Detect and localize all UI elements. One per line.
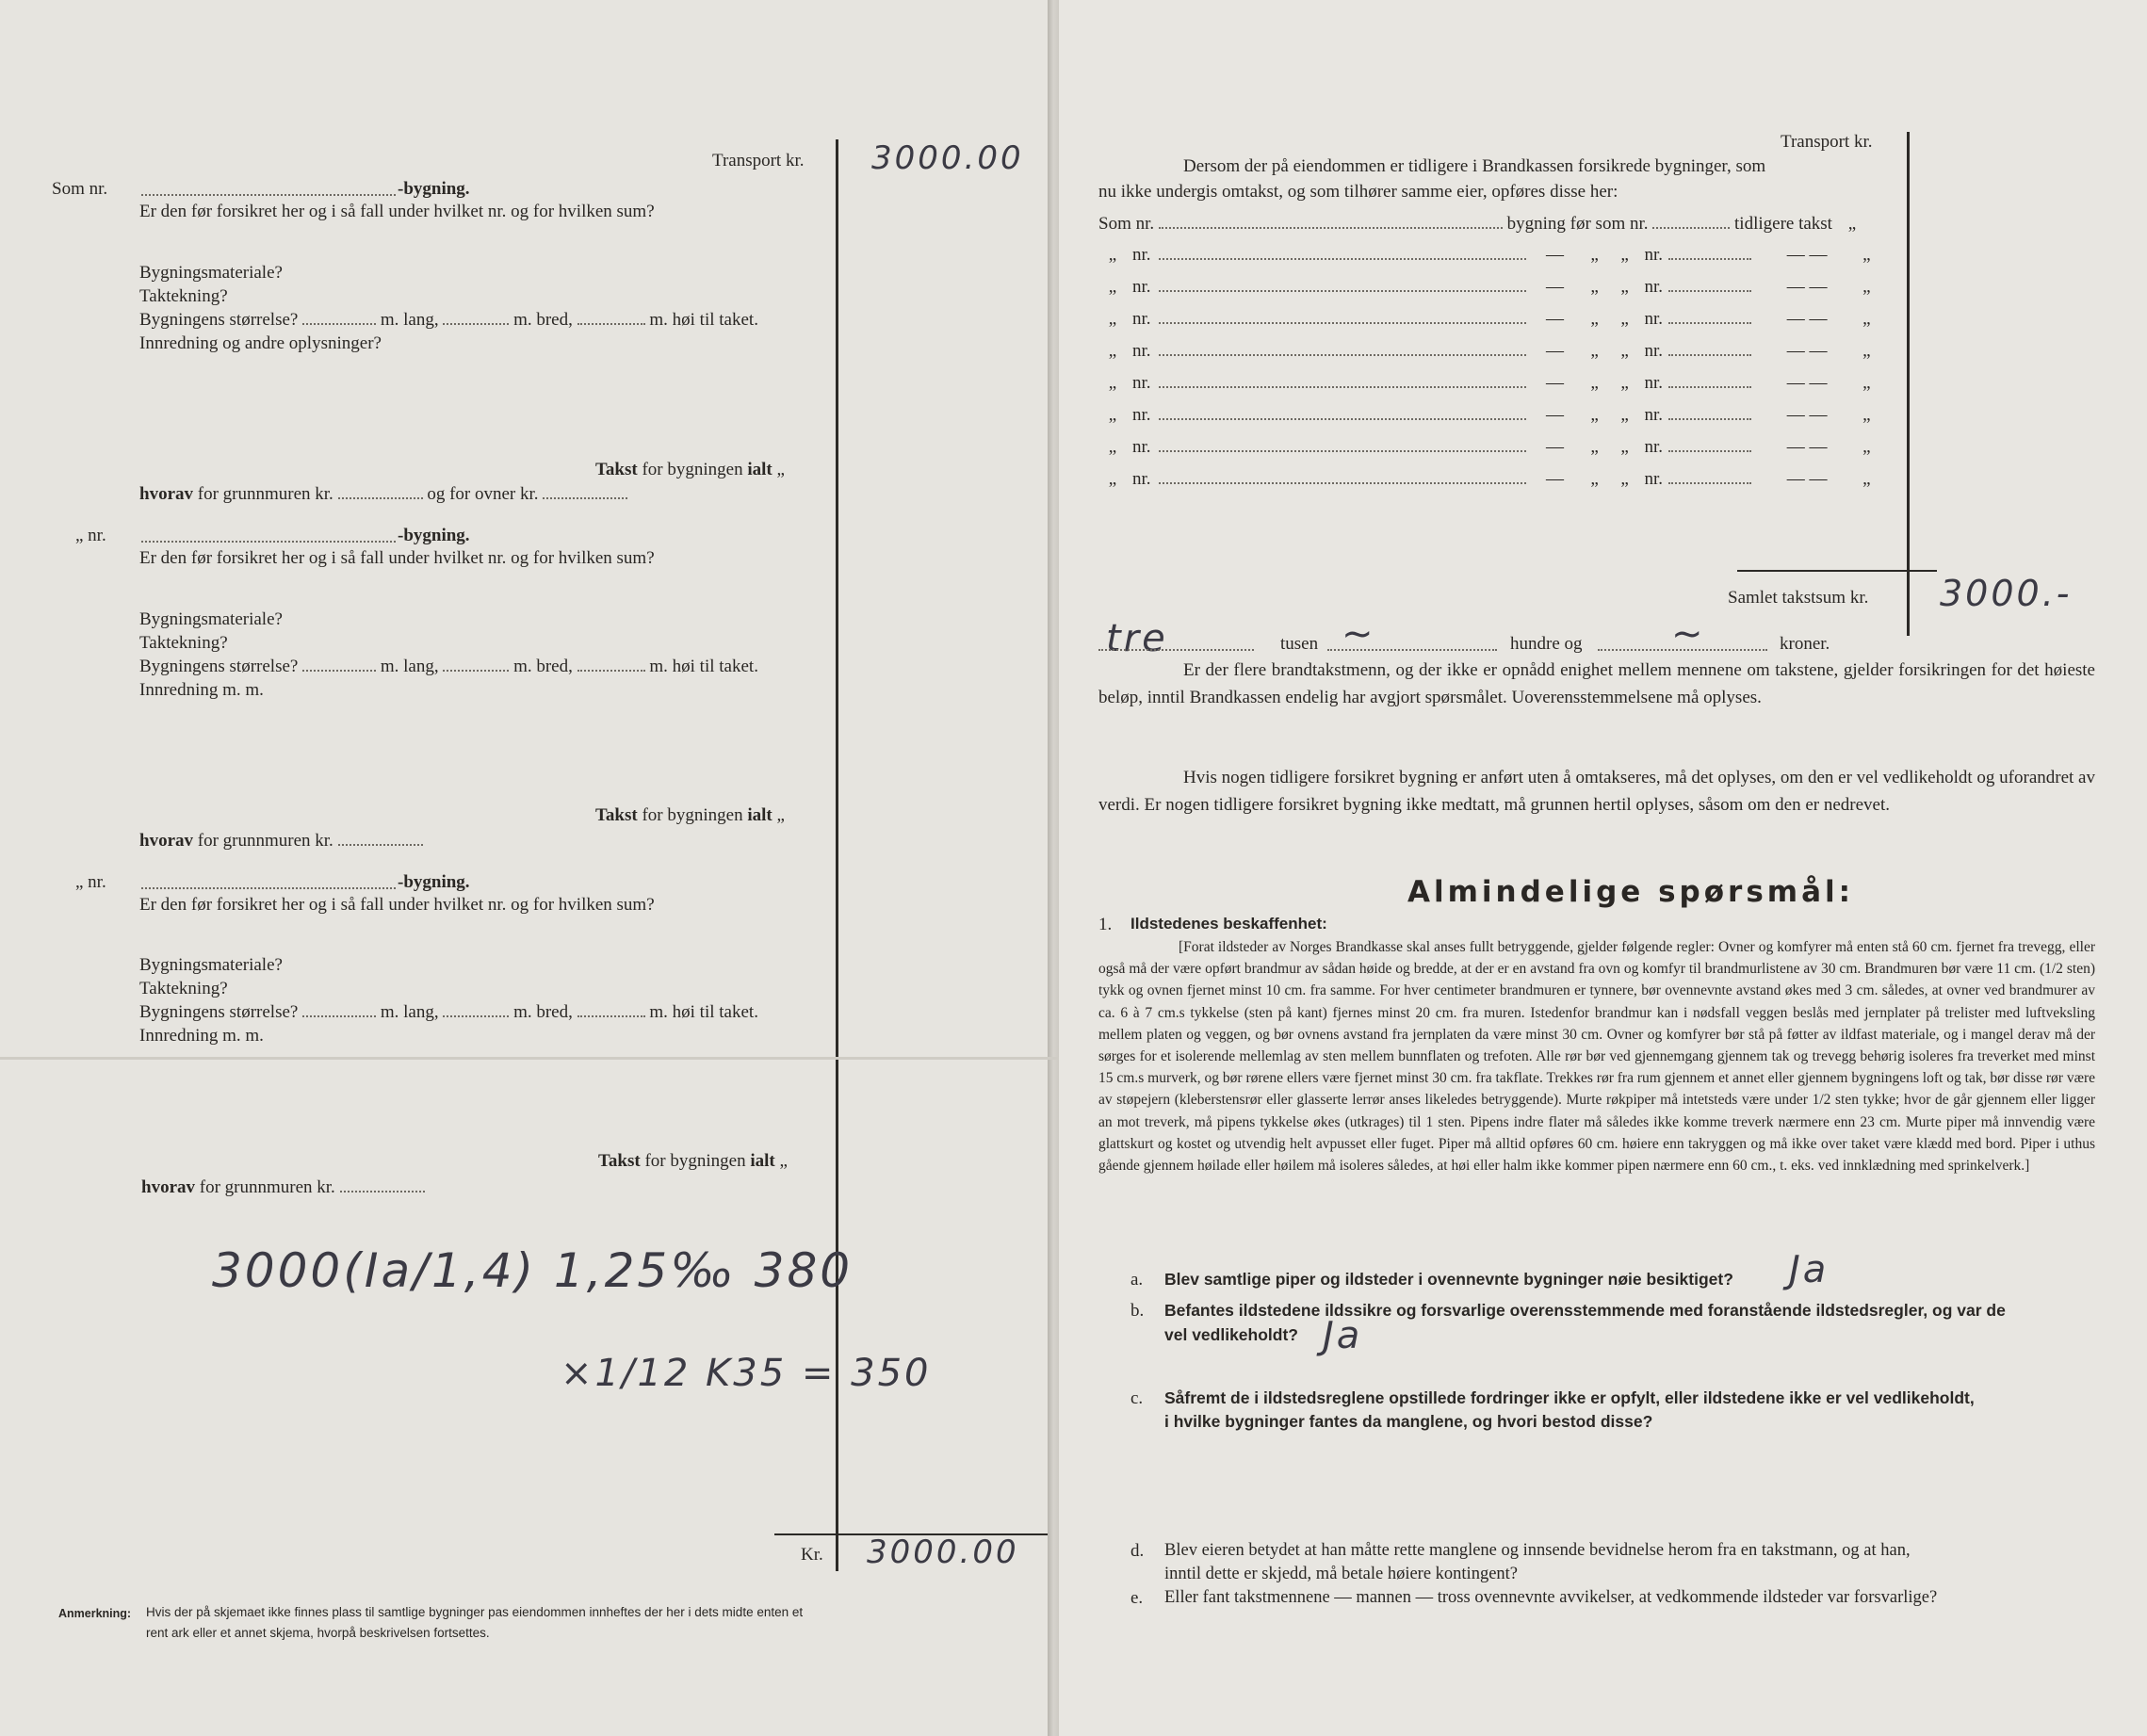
building-2-number-label: „ nr.	[75, 526, 106, 545]
question-b-line-2: vel vedlikeholdt?	[1164, 1325, 1298, 1344]
section-1-number: 1.	[1098, 915, 1113, 934]
ditto-end: „	[1862, 277, 1871, 297]
prev-building-row	[1098, 245, 1871, 266]
ialt-label: ialt	[747, 805, 773, 825]
building-1-total	[595, 460, 785, 480]
ditto-dash: — —	[1786, 277, 1828, 297]
section-1-title: Ildstedenes beskaffenhet:	[1130, 915, 1327, 933]
annotation-label: Anmerkning:	[58, 1607, 132, 1620]
ditto-mark: „	[1590, 309, 1599, 329]
ditto-mark: „	[1108, 245, 1117, 265]
ditto-mark: „	[779, 1151, 788, 1171]
kroner-label: kroner.	[1780, 634, 1830, 654]
ialt-label: ialt	[747, 460, 773, 479]
rest-field[interactable]	[1598, 636, 1767, 651]
ditto-dash: —	[1546, 373, 1565, 393]
foundation-field[interactable]	[340, 1177, 425, 1192]
building-1-insured-question: Er den før forsikret her og i så fall under hvilket nr. og for hvilken sum?	[139, 202, 655, 221]
foundation-field[interactable]	[338, 484, 423, 499]
transport-amount: 3000.00	[871, 139, 1024, 177]
answer-b: Ja	[1323, 1314, 1363, 1357]
nr-label: nr.	[1132, 405, 1151, 425]
stoves-field[interactable]	[543, 484, 627, 499]
building-2-insured-question: Er den før forsikret her og i så fall under hvilket nr. og for hvilken sum?	[139, 548, 655, 568]
prev-nr-field[interactable]	[1668, 341, 1751, 356]
length-unit: m. lang,	[380, 657, 439, 676]
nr-label: nr.	[1644, 405, 1664, 425]
takst-rest: for bygningen	[642, 460, 743, 479]
question-c-line-1: Såfremt de i ildstedsreglene opstillede fordringer ikke er opfylt, eller ildstedene ikke er vel vedlikeholdt,	[1164, 1388, 1975, 1407]
ditto-mark: „	[776, 805, 785, 825]
annotation-line-1: Hvis der på skjemaet ikke finnes plass til samtlige bygninger pas eiendommen innheftes der her i dets midte enten et	[146, 1605, 804, 1619]
building-3-number-field[interactable]	[141, 874, 396, 889]
question-c-line-2: i hvilke bygninger fantes da manglene, og hvori bestod disse?	[1164, 1412, 1653, 1431]
ditto-dash: — —	[1786, 341, 1828, 361]
ditto-end: „	[1847, 214, 1857, 234]
ditto-mark: „	[1590, 373, 1599, 393]
building-1-interior: Innredning og andre oplysninger?	[139, 333, 382, 353]
takst-label: Takst	[595, 805, 638, 825]
handwritten-calculation-1: 3000(Ia/1,4) 1,25‰ 380	[212, 1243, 854, 1298]
prev-building-row	[1098, 341, 1871, 362]
prev-building-row	[1098, 309, 1871, 330]
building-1-number-label: Som nr.	[52, 179, 108, 199]
right-amount-column-rule	[1907, 132, 1910, 636]
question-a-label: a.	[1130, 1270, 1144, 1290]
total-kr-label: Kr.	[801, 1545, 823, 1565]
ditto-mark: „	[1620, 469, 1629, 489]
building-1-type-label: -bygning.	[398, 179, 470, 199]
prev-building-row	[1098, 277, 1871, 298]
prev-building-row	[1098, 373, 1871, 394]
building-1-material: Bygningsmateriale?	[139, 263, 283, 283]
hvorav-label: hvorav	[139, 484, 193, 504]
nr-label: nr.	[1644, 437, 1664, 457]
prev-nr-field[interactable]	[1652, 214, 1730, 229]
ditto-end: „	[1862, 309, 1871, 329]
ditto-mark: „	[1108, 373, 1117, 393]
ditto-mark: „	[1590, 437, 1599, 457]
size-label: Bygningens størrelse?	[139, 1002, 299, 1022]
width-unit: m. bred,	[513, 657, 573, 676]
samlet-amount: 3000.-	[1940, 573, 2073, 614]
nr-label: nr.	[1644, 341, 1664, 361]
ditto-mark: „	[1590, 341, 1599, 361]
building-1-roofing: Taktekning?	[139, 286, 228, 306]
length-field[interactable]	[302, 657, 376, 672]
ialt-label: ialt	[750, 1151, 775, 1171]
question-d-line-2: inntil dette er skjedd, må betale høiere kontingent?	[1164, 1565, 1519, 1583]
takst-rest: for bygningen	[642, 805, 743, 825]
thousands-field[interactable]	[1098, 636, 1254, 651]
takst-rest: for bygningen	[644, 1151, 746, 1171]
building-3-interior: Innredning m. m.	[139, 1026, 264, 1046]
hvorav-label: hvorav	[139, 831, 193, 851]
amount-words-thousands: tre	[1106, 617, 1168, 660]
ditto-mark: „	[1590, 245, 1599, 265]
nr-label: nr.	[1132, 245, 1151, 265]
ditto-end: „	[1862, 437, 1871, 457]
nr-label: nr.	[1132, 373, 1151, 393]
ditto-dash: —	[1546, 469, 1565, 489]
building-2-total	[595, 805, 785, 826]
ditto-dash: —	[1546, 309, 1565, 329]
amount-words-rest: ~	[1671, 612, 1706, 656]
question-a: Blev samtlige piper og ildsteder i ovennevnte bygninger nøie besiktiget?	[1164, 1270, 1733, 1289]
building-2-interior: Innredning m. m.	[139, 680, 264, 700]
nr-label: nr.	[1644, 469, 1664, 489]
annotation-line-2: rent ark eller et annet skjema, hvorpå beskrivelsen fortsettes.	[146, 1626, 490, 1640]
foundation-label: for grunnmuren kr.	[197, 484, 333, 504]
prev-building-row	[1098, 405, 1871, 426]
building-1-size	[139, 310, 758, 331]
ditto-end: „	[1862, 469, 1871, 489]
ditto-mark: „	[1590, 277, 1599, 297]
prev-building-field[interactable]	[1159, 373, 1526, 388]
bygning-label: bygning før som nr.	[1506, 214, 1649, 234]
building-3-insured-question: Er den før forsikret her og i så fall under hvilket nr. og for hvilken sum?	[139, 895, 655, 915]
nr-label: nr.	[1132, 277, 1151, 297]
som-nr-label: Som nr.	[1098, 214, 1155, 234]
prev-building-field[interactable]	[1159, 277, 1526, 292]
prev-nr-field[interactable]	[1668, 405, 1751, 420]
ditto-dash: — —	[1786, 469, 1828, 489]
prev-building-field[interactable]	[1159, 437, 1526, 452]
ditto-mark: „	[1108, 405, 1117, 425]
ditto-mark: „	[1620, 341, 1629, 361]
ditto-dash: —	[1546, 245, 1565, 265]
question-b-label: b.	[1130, 1301, 1145, 1321]
paragraph-tidligere-forsikret: Hvis nogen tidligere forsikret bygning er anført uten å omtakseres, må det oplyses, om den er vel vedlikeholdt og uforandret av verdi. Er nogen tidligere forsikret bygning ikke medtatt, må grunnen hertil oplyses, såsom om den er nedrevet.	[1098, 768, 2095, 815]
height-field[interactable]	[577, 1002, 645, 1017]
tusen-label: tusen	[1280, 634, 1319, 654]
building-2-size	[139, 657, 758, 677]
nr-label: nr.	[1644, 277, 1664, 297]
ditto-mark: „	[776, 460, 785, 479]
length-field[interactable]	[302, 310, 376, 325]
prev-nr-field[interactable]	[1668, 309, 1751, 324]
width-unit: m. bred,	[513, 1002, 573, 1022]
ditto-mark: „	[1590, 469, 1599, 489]
ditto-end: „	[1862, 341, 1871, 361]
width-unit: m. bred,	[513, 310, 573, 330]
foundation-label: for grunnmuren kr.	[197, 831, 333, 851]
question-b-line-1: Befantes ildstedene ildssikre og forsvarlige overensstemmende med foranstående ildstedsregler, og var de	[1164, 1301, 2006, 1320]
ditto-dash: — —	[1786, 245, 1828, 265]
ditto-dash: — —	[1786, 437, 1828, 457]
question-e-label: e.	[1130, 1588, 1144, 1608]
takst-label: Takst	[598, 1151, 641, 1171]
ditto-dash: — —	[1786, 373, 1828, 393]
prev-building-row-first	[1098, 214, 1856, 235]
left-page	[0, 0, 1051, 1736]
foundation-field[interactable]	[338, 831, 423, 846]
nr-label: nr.	[1132, 341, 1151, 361]
ditto-mark: „	[1108, 341, 1117, 361]
hvorav-label: hvorav	[141, 1177, 195, 1197]
question-c-label: c.	[1130, 1388, 1144, 1408]
prev-building-field[interactable]	[1159, 405, 1526, 420]
samlet-label: Samlet takstsum kr.	[1728, 588, 1869, 608]
length-field[interactable]	[302, 1002, 376, 1017]
ditto-mark: „	[1108, 309, 1117, 329]
building-2-number-field[interactable]	[141, 527, 396, 543]
prev-building-row	[1098, 469, 1871, 490]
question-d-label: d.	[1130, 1541, 1145, 1561]
ditto-mark: „	[1108, 469, 1117, 489]
ditto-dash: — —	[1786, 405, 1828, 425]
building-3-roofing: Taktekning?	[139, 979, 228, 998]
building-3-foundation	[141, 1177, 425, 1198]
building-3-type-label: -bygning.	[398, 872, 470, 892]
prev-building-field[interactable]	[1159, 214, 1503, 229]
ditto-mark: „	[1590, 405, 1599, 425]
size-label: Bygningens størrelse?	[139, 310, 299, 330]
intro-line-1: Dersom der på eiendommen er tidligere i Brandkassen forsikrede bygninger, som	[1183, 156, 1766, 176]
ditto-mark: „	[1620, 245, 1629, 265]
prev-nr-field[interactable]	[1668, 277, 1751, 292]
prev-nr-field[interactable]	[1668, 469, 1751, 484]
size-label: Bygningens størrelse?	[139, 657, 299, 676]
ditto-mark: „	[1620, 373, 1629, 393]
amount-words-hundreds: ~	[1342, 612, 1376, 656]
stoves-label: og for ovner kr.	[427, 484, 539, 504]
nr-label: nr.	[1644, 245, 1664, 265]
foundation-label: for grunnmuren kr.	[199, 1177, 335, 1197]
ditto-end: „	[1862, 245, 1871, 265]
ditto-mark: „	[1620, 309, 1629, 329]
answer-a: Ja	[1789, 1248, 1830, 1291]
question-e: Eller fant takstmennene — mannen — tross ovennevnte avvikelser, at vedkommende ildsteder var forsvarlige?	[1164, 1588, 1938, 1607]
transport-label: Transport kr.	[712, 151, 805, 170]
right-transport-label: Transport kr.	[1781, 132, 1873, 152]
prev-takst-label: tidligere takst	[1734, 214, 1832, 234]
building-1-number-field[interactable]	[141, 181, 396, 196]
fire-safety-rules: [Forat ildsteder av Norges Brandkasse skal anses fullt betryggende, gjelder følgende regler: Ovner og komfyrer må enten stå 60 cm. fjernet fra trevegg, eller også må der være opført brandmur av sådan høide og bredde, at der er en avstand fra ovn og komfyr til brandmurlistene av 30 cm. Brandmuren bør være 11 cm. (1/2 sten) tykk og ovnen fjernet minst 10 cm. fra samme. For hver centimeter brandmuren er tynnere, bør ovennevnte avstand økes med 3 cm. således, at ovner ved brandmurer av ca. 6 à 7 cm.s tykkelse (sten på kant) fjernes minst 20 cm. fra muren. Istedenfor brandmur kan i nødsfall veggen beslås med jernplater på trelister med luftveksling mellem platen og veggen, og bør ovnens avstand fra jernplaten da være minst 30 cm. Ovner og komfyrer bør stå på føtter av ildfast materiale, og i mangel derav må der sørges for et isolerende mellemlag av sten mellem bunnflaten og trefoten. Alle rør bør ved gjennemgang gjennem tak og trevegg behørig isoleres fra treverket med minst 15 cm.s murverk, og bør rørene ellers være fjernet minst 30 cm. fra takflate. Trekkes rør fra rum gjennem et annet eller gjennem bygningens loft og tak, bør disse rør være av støpejern (kleberstensrør eller glasserte lerrør anses likeledes betryggende). Murte røkpiper må intetsteds være under 1/2 sten tykke; hvor de går gjennem eller ligger an mot treverk, må pipens tykkelse økes (utkrages) til 1 sten. Pipens indre flater må således ikke komme treverk nærmere enn 23 cm. Murte piper må innvendig være glattskurt og kostet og utvendig helt avpusset eller fuget. Piper må alltid opføres 60 cm. høiere enn takryggen og må ikke over taket være klædd med bord. Piper i uthus gående gjennem høilade eller høilem må isoleres således, at høi eller halm ikke kommer pipen nærmere enn 60 cm., t. eks. ved innklædning med sprinkelverk.]	[1098, 939, 2095, 1175]
width-field[interactable]	[443, 1002, 509, 1017]
ditto-mark: „	[1108, 437, 1117, 457]
height-field[interactable]	[577, 657, 645, 672]
ditto-mark: „	[1620, 437, 1629, 457]
ditto-end: „	[1862, 405, 1871, 425]
hundreds-field[interactable]	[1327, 636, 1497, 651]
building-2-type-label: -bygning.	[398, 526, 470, 545]
building-2-foundation	[139, 831, 423, 852]
prev-nr-field[interactable]	[1668, 437, 1751, 452]
nr-label: nr.	[1132, 469, 1151, 489]
takst-label: Takst	[595, 460, 638, 479]
building-2-material: Bygningsmateriale?	[139, 609, 283, 629]
total-kr-amount: 3000.00	[867, 1533, 1019, 1571]
building-3-number-label: „ nr.	[75, 872, 106, 892]
height-field[interactable]	[577, 310, 645, 325]
question-d-line-1: Blev eieren betydet at han måtte rette manglene og innsende bevidnelse herom fra en takstmann, og at han,	[1164, 1541, 1911, 1560]
prev-building-field[interactable]	[1159, 309, 1526, 324]
ditto-mark: „	[1620, 405, 1629, 425]
length-unit: m. lang,	[380, 1002, 439, 1022]
ditto-mark: „	[1620, 277, 1629, 297]
building-2-roofing: Taktekning?	[139, 633, 228, 653]
ditto-dash: —	[1546, 437, 1565, 457]
width-field[interactable]	[443, 310, 509, 325]
hundre-og-label: hundre og	[1510, 634, 1583, 654]
prev-building-field[interactable]	[1159, 469, 1526, 484]
building-3-size	[139, 1002, 758, 1023]
width-field[interactable]	[443, 657, 509, 672]
ditto-mark: „	[1108, 277, 1117, 297]
prev-nr-field[interactable]	[1668, 245, 1751, 260]
height-unit: m. høi til taket.	[649, 1002, 758, 1022]
nr-label: nr.	[1644, 309, 1664, 329]
right-page	[1059, 0, 2147, 1736]
height-unit: m. høi til taket.	[649, 310, 758, 330]
height-unit: m. høi til taket.	[649, 657, 758, 676]
prev-building-field[interactable]	[1159, 341, 1526, 356]
section-heading: Almindelige spørsmål:	[1407, 875, 1855, 909]
building-1-foundation	[139, 484, 627, 505]
ditto-dash: —	[1546, 405, 1565, 425]
ditto-dash: —	[1546, 341, 1565, 361]
nr-label: nr.	[1132, 437, 1151, 457]
length-unit: m. lang,	[380, 310, 439, 330]
nr-label: nr.	[1132, 309, 1151, 329]
prev-nr-field[interactable]	[1668, 373, 1751, 388]
paragraph-flere-takstmenn: Er der flere brandtakstmenn, og der ikke er opnådd enighet mellem mennene om takstene, gjelder forsikringen for det høieste beløp, inntil Brandkassen endelig har avgjort spørsmålet. Uoverensstemmelsene må oplyses.	[1098, 660, 2095, 707]
prev-building-row	[1098, 437, 1871, 458]
building-3-material: Bygningsmateriale?	[139, 955, 283, 975]
ditto-dash: — —	[1786, 309, 1828, 329]
prev-building-field[interactable]	[1159, 245, 1526, 260]
ditto-dash: —	[1546, 277, 1565, 297]
intro-line-2: nu ikke undergis omtakst, og som tilhører samme eier, opføres disse her:	[1098, 182, 1618, 202]
nr-label: nr.	[1644, 373, 1664, 393]
ditto-end: „	[1862, 373, 1871, 393]
handwritten-calculation-2: ×1/12 K35 = 350	[561, 1352, 932, 1395]
samlet-rule	[1737, 570, 1937, 572]
building-3-total	[598, 1151, 788, 1172]
